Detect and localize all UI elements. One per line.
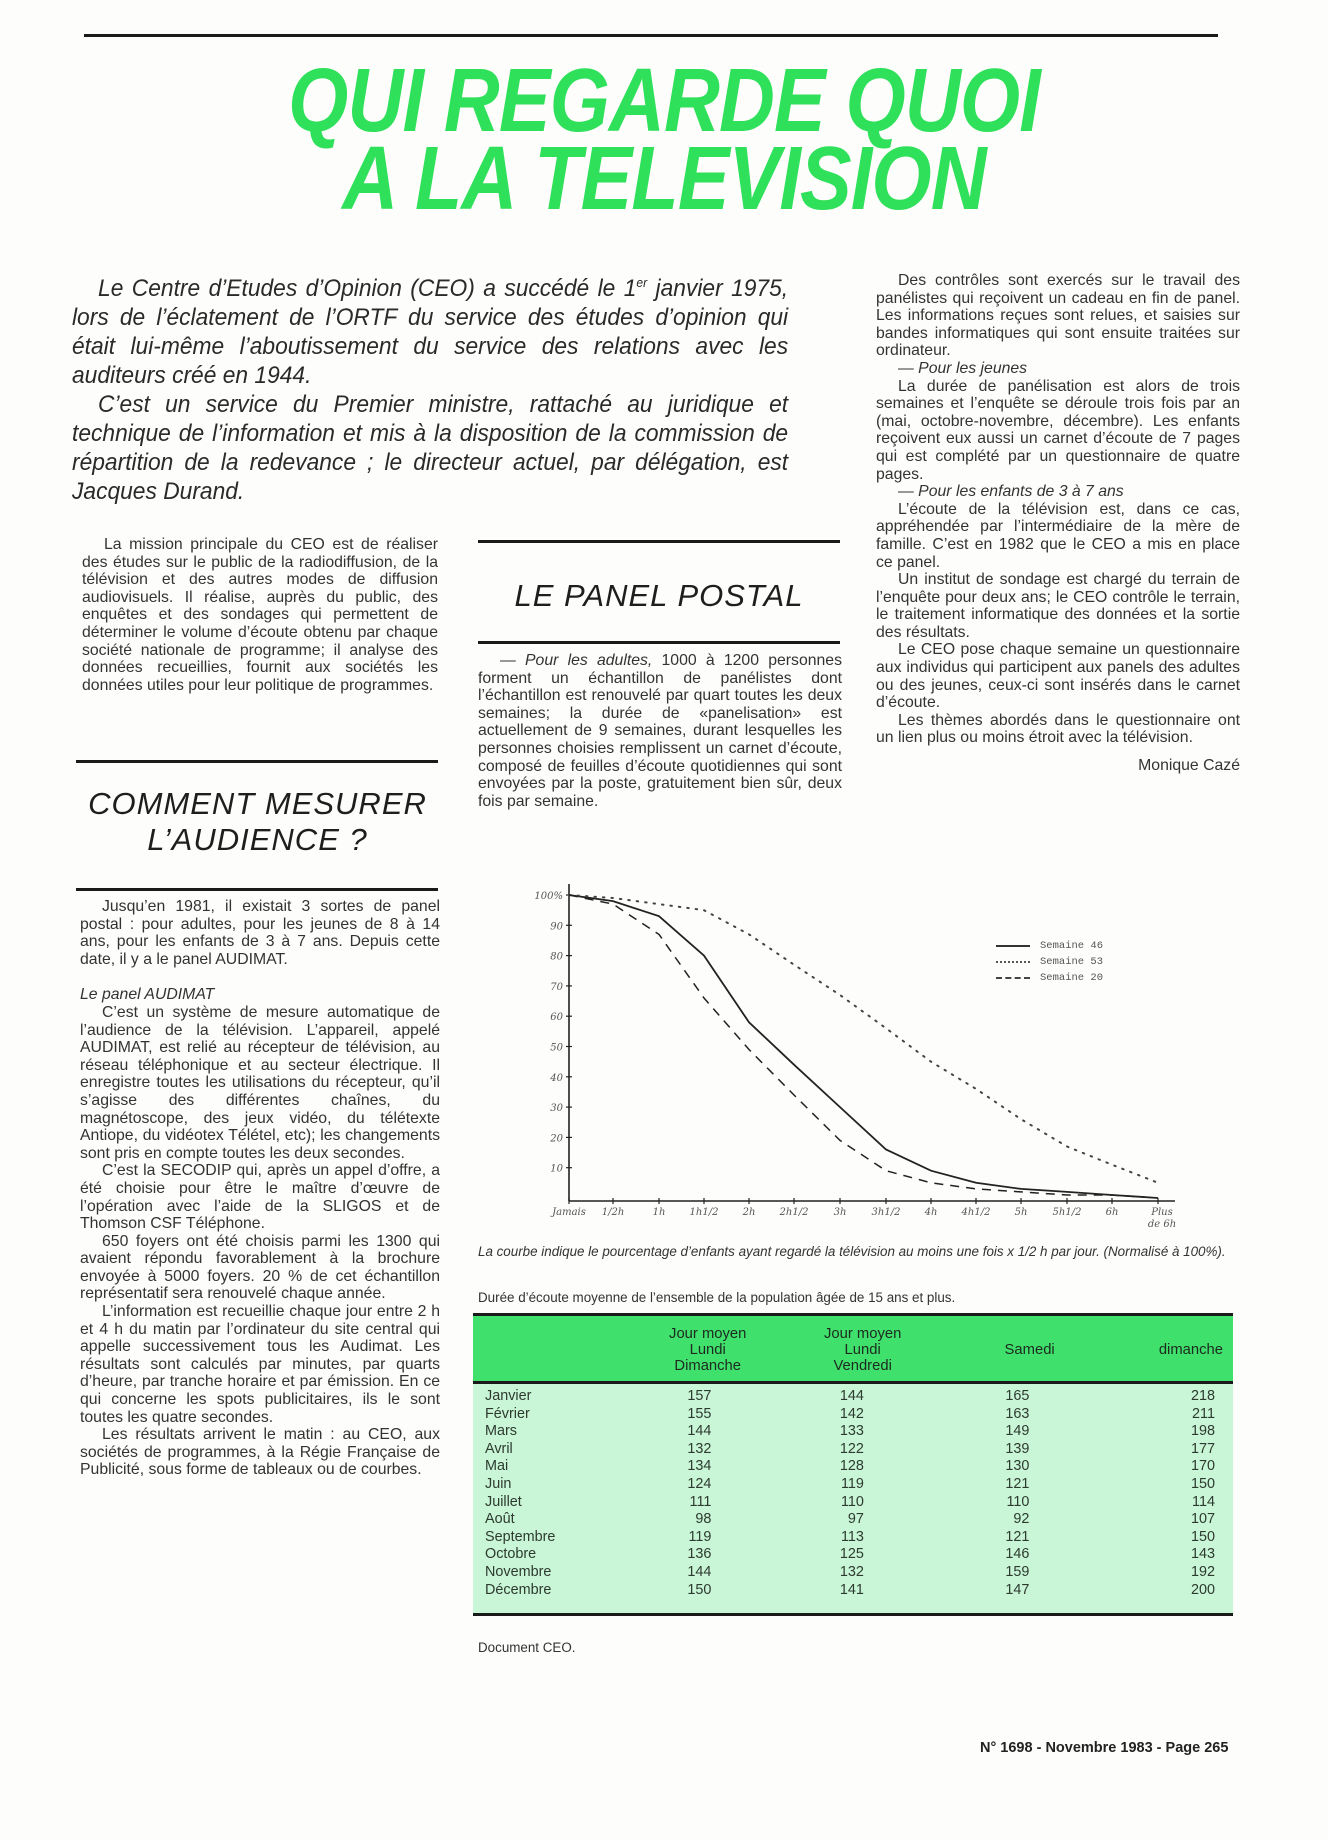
enfants-label: — Pour les enfants de 3 à 7 ans [898, 483, 1124, 501]
x-tick-label: 5h1/2 [1052, 1207, 1082, 1218]
enfants-paragraph: L’écoute de la télévision est, dans ce cas, appréhendée par l’intermédiaire de la mère de famille. C’est en 1982 que le CEO a mis en place ce panel. [876, 500, 1240, 571]
value-cell: 198 [1190, 1423, 1215, 1440]
x-tick-label: 5h [1014, 1207, 1028, 1218]
month-cell: Juillet [485, 1493, 522, 1510]
value-cell: 121 [1005, 1528, 1030, 1545]
table-row [473, 1406, 1233, 1424]
value-cell: 128 [839, 1458, 864, 1475]
adults-paragraph: — Pour les adultes, 1000 à 1200 personnes forment un échantillon de panélistes dont l’échantillon est renouvelé par quart toutes les deux semaines; la durée de «panelisation» est actuellement de 9 semaines, durant lesquelles les personnes choisies remplissent un carnet d’écoute, composé de feuilles d’écoute quotidiennes qui sont envoyées par la poste, gratuitement bien sûr, deux fois par semaine. [478, 652, 842, 810]
x-tick-label: 4h [924, 1207, 938, 1218]
superscript: er [636, 275, 648, 290]
y-tick-label: 50 [550, 1042, 563, 1054]
value-cell: 119 [840, 1475, 864, 1492]
value-cell: 97 [847, 1511, 864, 1528]
value-cell: 218 [1190, 1388, 1215, 1404]
table-row [473, 1529, 1233, 1547]
value-cell: 130 [1005, 1458, 1030, 1475]
value-cell: 92 [1013, 1511, 1030, 1528]
value-cell: 110 [1006, 1493, 1030, 1510]
table-row [473, 1494, 1233, 1512]
lede [72, 268, 788, 506]
y-tick-label: 80 [550, 951, 563, 963]
value-cell: 113 [840, 1528, 864, 1545]
value-cell: 142 [839, 1405, 864, 1422]
line-chart [530, 880, 1250, 1230]
value-cell: 144 [839, 1388, 864, 1404]
value-cell: 150 [634, 1582, 781, 1615]
value-cell: 163 [1005, 1405, 1030, 1422]
middle-column [478, 652, 842, 810]
header-dimanche: dimanche [1115, 1315, 1233, 1383]
section-rule-left-2 [76, 888, 438, 891]
legend-item-semaine-46: Semaine 46 [996, 938, 1103, 954]
value-cell: 132 [687, 1440, 712, 1457]
header-samedi: Samedi [944, 1315, 1116, 1383]
y-tick-label: 10 [550, 1163, 563, 1175]
value-cell: 146 [1005, 1546, 1030, 1563]
value-cell: 144 [687, 1563, 712, 1580]
x-tick-label: 3h [833, 1207, 847, 1218]
month-cell: Août [485, 1511, 515, 1528]
chart-caption: La courbe indique le pourcentage d’enfants ayant regardé la télévision au moins une fois x 1/2 h par jour. (Normalisé à 100%). [478, 1244, 1226, 1259]
table-row [473, 1511, 1233, 1529]
month-cell: Octobre [485, 1546, 537, 1563]
header-lundi-dimanche: Jour moyen Lundi Dimanche [634, 1315, 781, 1383]
institut-paragraph: Un institut de sondage est chargé du terrain de l’enquête pour deux ans; le CEO contrôle le terrain, le traitement informatique des données et la sortie des résultats. [876, 571, 1240, 641]
y-axis-ticks [534, 891, 572, 1175]
value-cell: 155 [687, 1405, 712, 1422]
month-cell: Septembre [485, 1528, 556, 1545]
table-row [473, 1564, 1233, 1582]
x-tick-label: 3h1/2 [871, 1207, 901, 1218]
legend-item-semaine-20: Semaine 20 [996, 970, 1103, 986]
header-lundi-vendredi: Jour moyen Lundi Vendredi [781, 1315, 943, 1383]
x-tick-label: 6h [1105, 1207, 1119, 1218]
audimat-paragraph: C’est un système de mesure automatique de l’audience de la télévision. L’appareil, appelé AUDIMAT, est relié au récepteur de télévision, au réseau téléphonique et au secteur électrique. Il enregistre toutes les utilisations du récepteur, qu’il s’agisse des différentes chaînes, du magnétoscope, des jeux vidéo, du télétexte Antiope, du vidéotex Télétel, etc); les changements sont pris en compte toutes les deux secondes. [80, 1003, 440, 1162]
top-rule [84, 34, 1218, 37]
legend-item-semaine-53: Semaine 53 [996, 954, 1103, 970]
value-cell: 211 [1192, 1405, 1215, 1422]
heading-panel-postal: LE PANEL POSTAL [514, 578, 804, 613]
month-cell: Mai [485, 1458, 509, 1475]
dotted-line-swatch-icon [996, 961, 1030, 963]
value-cell: 141 [781, 1582, 943, 1615]
value-cell: 170 [1190, 1458, 1215, 1475]
title-line-1: QUI REGARDE QUOI [288, 51, 1040, 151]
value-cell: 125 [839, 1546, 864, 1563]
page-footer: N° 1698 - Novembre 1983 - Page 265 [980, 1740, 1229, 1756]
month-cell: Juin [485, 1475, 512, 1492]
table-header-row [473, 1315, 1233, 1383]
value-cell: 143 [1190, 1546, 1215, 1563]
month-cell: Avril [485, 1440, 513, 1457]
value-cell: 107 [1190, 1511, 1215, 1528]
y-tick-label: 90 [550, 921, 563, 933]
section-rule-middle-bottom [478, 641, 840, 644]
month-cell: Décembre [473, 1582, 634, 1615]
x-tick-label: Jamais [552, 1207, 586, 1218]
y-tick-label: 70 [550, 981, 563, 993]
heading-comment-mesurer: COMMENT MESURER L’AUDIENCE ? [88, 786, 427, 857]
table-title: Durée d’écoute moyenne de l’ensemble de la population âgée de 15 ans et plus. [478, 1290, 956, 1305]
table-source: Document CEO. [478, 1640, 576, 1655]
month-cell: Novembre [485, 1563, 552, 1580]
lede-paragraph-1: Le Centre d’Etudes d’Opinion (CEO) a succédé le 1er janvier 1975, lors de l’éclatement de l’ORTF du service des études d’opinion qui était lui-même l’aboutissement du service des relations avec les auditeurs créé en 1944. [72, 275, 789, 390]
secodip-paragraph: C’est la SECODIP qui, après un appel d’offre, a été choisie pour être le maître d’œuvre de l’opération avec l’aide de la SLIGOS et de Thomson CSF Téléphone. [80, 1162, 440, 1233]
results-paragraph: Les résultats arrivent le matin : au CEO, aux sociétés de programmes, à la Régie Française de Publicité, sous forme de tableaux ou de courbes. [80, 1426, 440, 1479]
table-row [473, 1383, 1233, 1406]
left-column-top [82, 536, 438, 694]
table-row [473, 1582, 1233, 1615]
value-cell: 110 [840, 1493, 864, 1510]
mission-paragraph: La mission principale du CEO est de réaliser des études sur le public de la radiodiffusion, de la télévision et des autres modes de diffusion audiovisuels. Il réalise, auprès du public, des enquêtes et des sondages qui permettent de déterminer le volume d’écoute obtenu par chaque société nationale de programme; il analyse des données recueillies, fournit aux sociétés les données utiles pour leur politique de programmes. [82, 536, 438, 694]
title-line-2: A LA TELEVISION [342, 129, 986, 229]
x-tick-label: 1/2h [601, 1207, 625, 1218]
value-cell: 159 [1005, 1563, 1030, 1580]
solid-line-swatch-icon [996, 945, 1030, 947]
information-paragraph: L’information est recueillie chaque jour entre 2 h et 4 h du matin par l’ordinateur du site central qui appelle successivement tous les Audimat. Les résultats sont calculés par minutes, par quarts d’heure, par tranche horaire et par émission. En ce qui concerne les spots publicitaires, ils le sont toutes les quatre secondes. [80, 1303, 440, 1426]
value-cell: 147 [944, 1582, 1116, 1615]
y-tick-label: 60 [550, 1012, 563, 1024]
x-tick-label: Plus [1151, 1207, 1173, 1218]
dashed-line-swatch-icon [996, 977, 1030, 979]
value-cell: 165 [1005, 1388, 1030, 1404]
value-cell: 124 [687, 1475, 712, 1492]
foyers-paragraph: 650 foyers ont été choisis parmi les 1300 qui avaient répondu favorablement à la brochure envoyée à 5000 foyers. 20 % de cet échantillon représentatif sera renouvelé chaque année. [80, 1232, 440, 1303]
controles-paragraph: Des contrôles sont exercés sur le travail des panélistes qui reçoivent un cadeau en fin de panel. Les informations reçues sont relues, et saisies sur bandes informatiques qui sont ensuite traitées sur ordinateur. [876, 272, 1240, 360]
month-cell: Janvier [485, 1388, 532, 1404]
header-month [473, 1315, 634, 1383]
x-tick-label: 2h [742, 1207, 756, 1218]
listening-duration-table [473, 1313, 1233, 1616]
jeunes-paragraph: La durée de panélisation est alors de trois semaines et l’enquête se déroule trois fois par an (mai, octobre-novembre, décembre). Les enfants reçoivent eux aussi un carnet d’écoute de 7 pages qui est complété par un questionnaire de quatre pages. [876, 377, 1240, 483]
table-row [473, 1423, 1233, 1441]
audimat-subheading: Le panel AUDIMAT [80, 986, 215, 1004]
lede-paragraph-2: C’est un service du Premier ministre, rattaché au juridique et technique de l’information et mis à la disposition de la commission de répartition de la redevance ; le directeur actuel, par délégation, est Jacques Durand. [72, 391, 789, 506]
month-cell: Mars [485, 1423, 517, 1440]
value-cell: 150 [1190, 1528, 1215, 1545]
questionnaire-paragraph: Le CEO pose chaque semaine un questionnaire aux individus qui participent aux panels des adultes ou des jeunes, ceux-ci sont insérés dans le carnet d’écoute. [876, 641, 1240, 712]
right-column [876, 272, 1240, 775]
section-rule-middle-top [478, 540, 840, 543]
section-rule-left [76, 760, 438, 763]
adults-label: — Pour les adultes, [500, 652, 653, 669]
value-cell: 149 [1005, 1423, 1030, 1440]
intro-paragraph: Jusqu’en 1981, il existait 3 sortes de panel postal : pour adultes, pour les jeunes de 8 à 14 ans, pour les enfants de 3 à 7 ans. Depuis cette date, il y a le panel AUDIMAT. [80, 898, 440, 968]
value-cell: 136 [687, 1546, 712, 1563]
value-cell: 132 [839, 1563, 864, 1580]
value-cell: 114 [1192, 1493, 1215, 1510]
value-cell: 177 [1190, 1440, 1215, 1457]
table-body [473, 1383, 1233, 1615]
chart-legend [996, 938, 1103, 986]
y-tick-label: 100% [534, 891, 563, 902]
left-column-bottom [80, 898, 440, 1479]
x-axis-ticks [550, 1198, 1176, 1230]
x-tick-label: 4h1/2 [961, 1207, 991, 1218]
signature: Monique Cazé [1138, 757, 1240, 775]
value-cell: 157 [687, 1388, 712, 1404]
value-cell: 144 [687, 1423, 712, 1440]
value-cell: 150 [1190, 1475, 1215, 1492]
table-row [473, 1476, 1233, 1494]
jeunes-label: — Pour les jeunes [898, 359, 1028, 377]
themes-paragraph: Les thèmes abordés dans le questionnaire ont un lien plus ou moins étroit avec la télévision. [876, 711, 1240, 747]
value-cell: 98 [695, 1511, 712, 1528]
y-tick-label: 40 [550, 1072, 563, 1084]
y-tick-label: 20 [550, 1133, 563, 1145]
value-cell: 200 [1115, 1582, 1233, 1615]
x-tick-label: 1h1/2 [689, 1207, 719, 1218]
table-row [473, 1441, 1233, 1459]
value-cell: 134 [687, 1458, 712, 1475]
value-cell: 122 [839, 1440, 864, 1457]
table-row [473, 1458, 1233, 1476]
x-tick-label: de 6h [1147, 1219, 1177, 1230]
value-cell: 121 [1005, 1475, 1030, 1492]
x-tick-label: 2h1/2 [779, 1207, 809, 1218]
value-cell: 133 [839, 1423, 864, 1440]
table-row [473, 1546, 1233, 1564]
x-tick-label: 1h [652, 1207, 666, 1218]
y-tick-label: 30 [550, 1103, 563, 1115]
value-cell: 139 [1005, 1440, 1030, 1457]
month-cell: Février [485, 1405, 530, 1422]
value-cell: 111 [689, 1493, 712, 1510]
value-cell: 119 [688, 1528, 712, 1545]
page-title [93, 51, 1235, 229]
value-cell: 192 [1190, 1563, 1215, 1580]
